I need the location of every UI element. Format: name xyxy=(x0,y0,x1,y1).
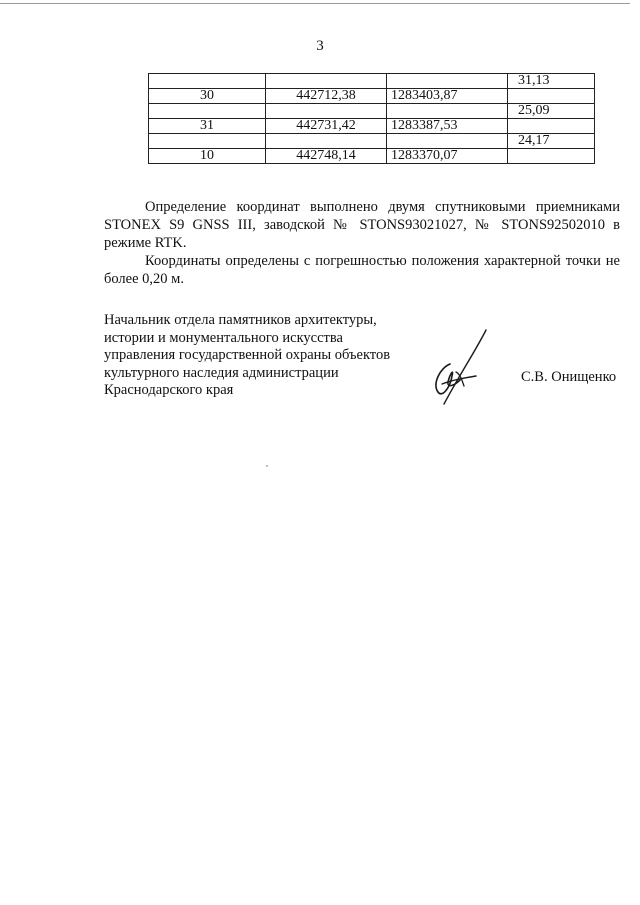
signer-name: С.В. Онищенко xyxy=(521,369,617,385)
table-row xyxy=(149,149,595,164)
scan-top-rule xyxy=(0,3,630,4)
position-line: Краснодарского края xyxy=(104,382,234,398)
position-line: культурного наследия администрации xyxy=(104,364,339,381)
point-number-cell xyxy=(149,74,266,89)
x-coordinate-cell xyxy=(266,104,387,119)
equipment-paragraph: Определение координат выполнено двумя спутниковыми приемниками STONEX S9 GNSS III, заводской № STONS93021027, № STONS92502010 в режиме RTK. xyxy=(104,199,620,251)
y-coordinate-cell xyxy=(387,104,508,119)
point-number-cell: 30 xyxy=(149,89,266,104)
x-coordinate-cell: 442712,38 xyxy=(266,89,387,104)
position-line: Начальник отдела памятников архитектуры, xyxy=(104,312,377,328)
table-row xyxy=(149,119,595,134)
point-number-cell: 10 xyxy=(149,149,266,164)
table-row xyxy=(149,134,595,149)
accuracy-paragraph: Координаты определены с погрешностью положения характерной точки не более 0,20 м. xyxy=(104,253,620,287)
page-number: 3 xyxy=(316,38,324,54)
y-coordinate-cell: 1283387,53 xyxy=(387,119,508,134)
y-coordinate-cell: 1283403,87 xyxy=(387,89,508,104)
y-coordinate-cell xyxy=(387,74,508,89)
point-number-cell: 31 xyxy=(149,119,266,134)
distance-cell: 31,13 xyxy=(508,74,595,89)
distance-cell xyxy=(508,89,595,104)
distance-cell xyxy=(508,119,595,134)
y-coordinate-cell xyxy=(387,134,508,149)
distance-cell: 24,17 xyxy=(508,134,595,149)
y-coordinate-cell: 1283370,07 xyxy=(387,149,508,164)
distance-cell xyxy=(508,149,595,164)
distance-cell: 25,09 xyxy=(508,104,595,119)
x-coordinate-cell: 442731,42 xyxy=(266,119,387,134)
table-row xyxy=(149,89,595,104)
handwritten-signature xyxy=(420,328,500,408)
x-coordinate-cell xyxy=(266,134,387,149)
point-number-cell xyxy=(149,104,266,119)
table-row xyxy=(149,74,595,89)
position-line: управления государственной охраны объектов xyxy=(104,347,391,363)
position-line: истории и монументального искусства xyxy=(104,329,343,346)
coordinates-table xyxy=(148,73,595,164)
signatory-position xyxy=(104,312,390,400)
point-number-cell xyxy=(149,134,266,149)
table-row xyxy=(149,104,595,119)
x-coordinate-cell: 442748,14 xyxy=(266,149,387,164)
x-coordinate-cell xyxy=(266,74,387,89)
scan-speck xyxy=(266,465,268,467)
